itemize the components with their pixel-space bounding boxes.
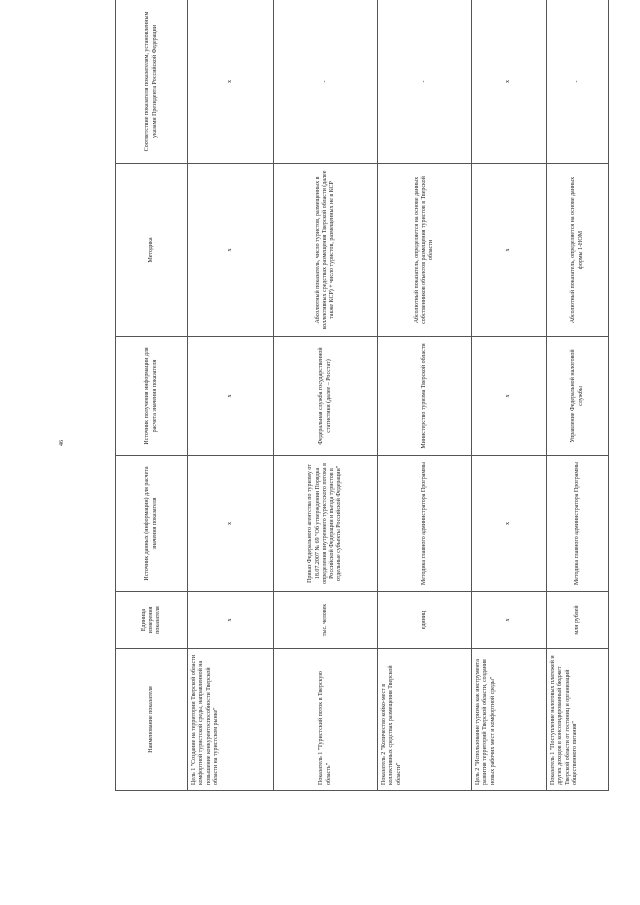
cell-indicator-name: Цель 2 "Использование туризма как инструмента развития территорий Тверской области, создания новых рабочих мест и комфортной среды": [472, 649, 547, 791]
table-row: [378, 0, 472, 791]
header-indicator-name: Наименование показателя: [116, 649, 188, 791]
cell-presidential-decree: x: [188, 0, 274, 164]
cell-presidential-decree: x: [472, 0, 547, 164]
cell-unit: тыс. человек: [274, 592, 378, 649]
cell-info-source: Управление Федеральной налоговой службы: [547, 337, 609, 456]
table-row: [472, 0, 547, 791]
indicators-table: [115, 0, 609, 791]
cell-method: Абсолютный показатель, определяется на основе данных формы 1-НОМ: [547, 164, 609, 337]
cell-info-source: x: [472, 337, 547, 456]
cell-unit: x: [472, 592, 547, 649]
cell-indicator-name: Показатель 2 "Количество койко-мест в коллективных средствах размещения Тверской области": [378, 649, 472, 791]
header-info-source: Источник получения информации для расчета значения показателя: [116, 337, 188, 456]
cell-method: Абсолютный показатель, определяется на основе данных собственников объектов размещения туристов в Тверской области: [378, 164, 472, 337]
cell-method: x: [472, 164, 547, 337]
table-row: [188, 0, 274, 791]
cell-indicator-name: Цель 1 "Создание на территории Тверской области комфортной туристской среды, направленной на повышение конкурентоспособности Тверской области на туристском рынке": [188, 649, 274, 791]
cell-presidential-decree: -: [378, 0, 472, 164]
page-number: 46: [59, 440, 65, 446]
header-method: Методика: [116, 164, 188, 337]
cell-method: x: [188, 164, 274, 337]
table-row: [274, 0, 378, 791]
cell-indicator-name: Показатель 1 "Поступление налоговых платежей и других доходов в консолидированный бюджет Тверской области от гостиниц и организаций общественного питания": [547, 649, 609, 791]
cell-method: Абсолютный показатель, число туристов, размещенных в коллективных средствах размещения Тверской области (далее также КСР) + число туристов, размещенных не в КСР: [274, 164, 378, 337]
cell-data-source: x: [188, 456, 274, 592]
header-data-source: Источник данных (информации) для расчета значения показателя: [116, 456, 188, 592]
table-row: [547, 0, 609, 791]
cell-unit: млн рублей: [547, 592, 609, 649]
cell-data-source: x: [472, 456, 547, 592]
cell-indicator-name: Показатель 1 "Туристский поток в Тверскую область": [274, 649, 378, 791]
cell-unit: единиц: [378, 592, 472, 649]
cell-data-source: Приказ Федерального агентства по туризму от 18.07.2007 № 69 "Об утверждении Порядка определения внутреннего туристского потока в Российской Федерации и въезда туристов в отдельные субъекты Российской Федерации": [274, 456, 378, 592]
table-header-row: [116, 0, 188, 791]
cell-data-source: Методика главного администратора Программы: [547, 456, 609, 592]
cell-presidential-decree: -: [547, 0, 609, 164]
cell-info-source: Министерство туризма Тверской области: [378, 337, 472, 456]
header-unit: Единица измерения показателя: [116, 592, 188, 649]
cell-info-source: Федеральная служба государственной статистики (далее – Росстат): [274, 337, 378, 456]
header-presidential-decree: Соответствие показателя показателям, установленным указами Президента Российской Федерации: [116, 0, 188, 164]
cell-data-source: Методика главного администратора Программы: [378, 456, 472, 592]
cell-unit: x: [188, 592, 274, 649]
cell-info-source: x: [188, 337, 274, 456]
cell-presidential-decree: -: [274, 0, 378, 164]
